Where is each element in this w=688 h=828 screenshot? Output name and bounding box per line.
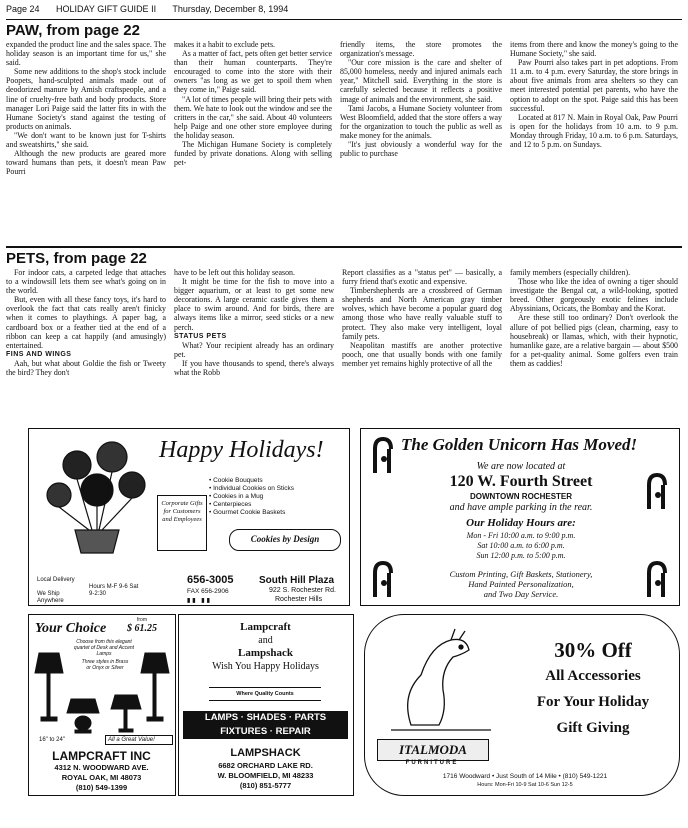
issue-date: Thursday, December 8, 1994 [172, 4, 289, 14]
paragraph: Paw Pourri also takes part in pet adoptions. From 11 a.m. to 4 p.m. every Saturday, the store brings in about five animals from area shelters so they can meet interested potential pet parents, who have the option to adopt on the spot. Paige said this has been successful. [510, 58, 678, 113]
paragraph: Are these still too ordinary? Don't overlook the allure of pot bellied pigs (clean, charming, easy to housebreak) or llamas, which, with their hypnotic, humanlike gaze, are a relative bargain — about $500 for a pet-quality animal. Some golfers even train them as caddies! [510, 313, 678, 368]
paragraph: As a matter of fact, pets often get better service than their human counterparts. They're encouraged to come into the store with their owners "as long as we get to spoil them when they come in," Paige said. [174, 49, 332, 95]
price-from: from [137, 617, 147, 623]
paragraph: For indoor cats, a carpeted ledge that attaches to a windowsill lets them see what's going on in the world. [6, 268, 166, 296]
phone-number: (810) 549-1399 [75, 783, 128, 792]
paragraph: Aah, but what about Goldie the fish or Tweety the bird? They don't [6, 358, 166, 378]
lampshack-ad [178, 614, 354, 796]
lampcraft-address [29, 763, 174, 793]
giraffe-sculpture-illustration [381, 625, 501, 735]
hours-line: Sun 12:00 p.m. to 5:00 p.m. [476, 551, 566, 560]
paw-column-1 [6, 40, 166, 176]
italmoda-offer [515, 637, 671, 741]
greeting-line: Lampshack [237, 647, 294, 659]
tagline-line: and Two Day Service. [483, 589, 559, 599]
banner-line: LAMPS · SHADES · PARTS [204, 712, 327, 723]
paw-column-3 [340, 40, 502, 158]
banner-line: FIXTURES · REPAIR [220, 726, 311, 737]
plaza-name: South Hill Plaza [259, 575, 335, 586]
paragraph: Some new additions to the shop's stock include Poopets, hand-sculpted animals made out of deodorized manure by Amish craftspeople, and a line of cruelty-free bath and body products. Store manager Lori Paige said the latter fits in with the Humane Society's stand against the testing of products on animals. [6, 67, 166, 131]
candy-cane-icon [367, 435, 401, 475]
paragraph: What? Your recipient already has an ordinary pet. [174, 340, 334, 359]
paragraph: Although the new products are geared more toward humans than pets, it doesn't mean Paw Pourri [6, 149, 166, 177]
lamps-illustration [33, 643, 173, 735]
corporate-gifts-box: Corporate Gifts for Customers and Employees [157, 495, 207, 551]
paw-title: PAW, from page 22 [6, 22, 140, 39]
choose-text: Choose from this elegant quartet of Desk and Accent Lamps [73, 639, 135, 657]
lampshack-address [179, 761, 352, 791]
pets-column-2 [174, 268, 334, 377]
we-ship: We Ship Anywhere [37, 591, 64, 604]
tagline-line: Custom Printing, Gift Baskets, Stationery, [449, 569, 593, 579]
lamp-size: 16" to 24" [39, 737, 65, 743]
holiday-hours [401, 531, 641, 561]
paragraph: makes it a habit to exclude pets. [174, 40, 276, 49]
downtown-rochester: DOWNTOWN ROCHESTER [469, 492, 573, 501]
paragraph: Neapolitan mastiffs are another protective pooch, one that usually bonds with one family member yet remains highly protective of all the [342, 340, 502, 368]
address-line: 4312 N. WOODWARD AVE. [54, 763, 149, 772]
unicorn-tagline [401, 569, 641, 599]
unicorn-headline: The Golden Unicorn Has Moved! [401, 435, 638, 454]
candy-cane-icon [367, 559, 401, 599]
hours-line: Sat 10:00 a.m. to 6:00 p.m. [477, 541, 565, 550]
list-item: • Individual Cookies on Sticks [209, 485, 295, 492]
parking-note: and have ample parking in the rear. [449, 502, 593, 513]
pets-column-4 [510, 268, 678, 368]
paragraph: But, even with all these fancy toys, it's hard to overlook the fact that cats really aren't finicky when it comes to playthings. A paper bag, a cardboard box or a feather tied at the end of a ribbon can keep a cat happily (and amusingly) entertained. [6, 295, 166, 350]
section-name: HOLIDAY GIFT GUIDE II [56, 4, 157, 14]
unicorn-street: 120 W. Fourth Street [449, 473, 593, 490]
candy-cane-icon [641, 471, 675, 511]
paragraph: Those who like the idea of owning a tiger should investigate the Bengal cat, a wild-looking, spotted breed. Other gorgeously exotic felines include Abyssinians, Ocicats, the Bombay and the Korat. [510, 277, 678, 314]
golden-unicorn-ad [360, 428, 680, 606]
phone-number: (810) 851-5777 [239, 781, 292, 790]
paragraph: Timbershepherds are a crossbreed of German shepherds and North American gray timber wolves, which have become a popular guard dog among those who have really valuable stuff to protect. They also make very intelligent, loyal family pets. [342, 286, 502, 341]
pets-column-1 [6, 268, 166, 377]
great-value: All a Great Value! [105, 735, 173, 745]
paragraph: Report classifies as a "status pet" — basically, a furry friend that's exotic and expensive. [342, 268, 502, 287]
greeting-line: and [258, 635, 273, 646]
paragraph: The Michigan Humane Society is completely funded by private donations. Along with selling pet- [174, 140, 332, 168]
candy-cane-icon [641, 559, 675, 599]
list-item: • Centerpieces [209, 501, 252, 508]
address-line: ROYAL OAK, MI 48073 [61, 773, 142, 782]
now-located: We are now located at [476, 461, 566, 472]
paragraph: "A lot of times people will bring their pets with them. We hate to look out the window and see the critters in the car," she said. About 40 volunteers help Paige and one other store employee during the holiday season. [174, 94, 332, 140]
paragraph: friendly items, the store promotes the organization's message. [340, 40, 502, 59]
paragraph: have to be left out this holiday season. [174, 268, 295, 277]
paragraph: family members (especially children). [510, 268, 631, 277]
cookies-address-2: Rochester Hills [275, 596, 323, 603]
italmoda-logo-sub: FURNITURE [405, 760, 459, 766]
cookie-bouquet-illustration [37, 435, 155, 555]
pets-title: PETS, from page 22 [6, 250, 147, 267]
offer-line: All Accessories [545, 668, 641, 684]
cookies-phone: 656-3005 [187, 574, 234, 586]
italmoda-logo: ITALMODA [377, 739, 489, 761]
italmoda-address: 1716 Woodward • Just South of 14 Mile • (810) 549-1221 [442, 773, 608, 780]
paw-column-2 [174, 40, 332, 167]
paragraph: items from there and know the money's going to the Humane Society," she said. [510, 40, 678, 59]
styles-text: Three styles in Brass or Onyx or Silver [81, 659, 129, 671]
lampshack-greeting [179, 621, 352, 673]
subheading: STATUS PETS [174, 332, 227, 340]
paragraph: "It's just obviously a wonderful way for the public to purchase [340, 140, 502, 159]
lampcraft-ad [28, 614, 176, 796]
italmoda-hours: Hours: Mon-Fri 10-9 Sat 10-6 Sun 12-5 [477, 782, 573, 788]
cookies-address-1: 922 S. Rochester Rd. [269, 587, 336, 594]
your-choice: Your Choice [35, 621, 107, 636]
offer-line: 30% Off [554, 638, 632, 662]
page-header [6, 4, 682, 20]
paw-column-4 [510, 40, 678, 149]
lampcraft-name: LAMPCRAFT INC [52, 749, 151, 763]
address-line: W. BLOOMFIELD, MI 48233 [217, 771, 314, 780]
offer-line: Gift Giving [556, 720, 630, 736]
paragraph: "Our core mission is the care and shelter of 85,000 homeless, needy and injured animals each year," Mitchell said. Everything in the store is carefully selected because it reflects a positive image of animals and the environment, she said. [340, 58, 502, 104]
address-line: 6682 ORCHARD LAKE RD. [218, 761, 313, 770]
local-delivery: Local Delivery [37, 577, 75, 583]
page-number: Page 24 [6, 4, 40, 14]
cookies-logo: Cookies by Design [229, 529, 341, 551]
greeting-line: Wish You Happy Holidays [212, 661, 319, 672]
quality-ribbon: Where Quality Counts [209, 687, 321, 701]
pets-column-3 [342, 268, 502, 368]
italmoda-ad [364, 614, 680, 796]
tagline-line: Hand Painted Personalization, [468, 579, 574, 589]
subheading: FINS AND WINGS [6, 350, 72, 358]
cookies-headline: Happy Holidays! [159, 437, 324, 463]
offer-line: For Your Holiday [536, 694, 650, 710]
lampshack-name: LAMPSHACK [230, 747, 301, 759]
hours-line: Mon - Fri 10:00 a.m. to 9:00 p.m. [466, 531, 576, 540]
paragraph: Located at 817 N. Main in Royal Oak, Paw Pourri is open for the holidays from 10 a.m. to 9 p.m. Monday through Friday, 10 a.m. to 6 p.m. Saturdays, and 12 to 5 p.m. on Sundays. [510, 112, 678, 150]
cookies-fax: FAX 656-2906 [187, 588, 229, 595]
greeting-line: Lampcraft [240, 621, 291, 633]
paragraph: Tami Jacobs, a Humane Society volunteer from West Bloomfield, added that the store offers a way for the organization to touch the public as well as make money for the animals. [340, 103, 502, 140]
store-hours: Hours M-F 9-6 Sat 9-2:30 [89, 584, 139, 597]
holiday-hours-title: Our Holiday Hours are: [466, 517, 576, 529]
cookies-product-list [209, 477, 294, 517]
list-item: • Cookie Bouquets [209, 477, 263, 484]
services-banner [183, 711, 348, 739]
cookies-ad: Happy Holidays! • Cookie Bouquets • Individual Cookies on Sticks • Cookies in a Mug • Centerpieces • Gourmet Cookie Baskets Corporate Gifts for Customers and Employees Cookies by Design Local Delivery We Ship Anywhere Hours M-F 9-6 Sat 9-2:30 656-3005 FAX 656-2906 ▮▮ ▮▮ South Hill Plaza 922 S. Rochester Rd. Rochester Hills [28, 428, 350, 606]
paragraph: If you have thousands to spend, there's always what the Robb [174, 358, 334, 378]
list-item: • Gourmet Cookie Baskets [209, 509, 286, 516]
paragraph: "We don't want to be known just for T-shirts and sweatshirts," she said. [6, 130, 166, 150]
paragraph: expanded the product line and the sales space. The holiday season is an important time for us," she said. [6, 40, 166, 68]
paragraph: It might be time for the fish to move into a bigger aquarium, or at least to get some new decorations. A large ceramic castle gives them a place to swim around. And for birds, there are always items like a mirror, seed sticks or a new perch. [174, 277, 334, 332]
list-item: • Cookies in a Mug [209, 493, 264, 500]
lamp-price: $ 61.25 [127, 623, 157, 634]
section-divider [6, 246, 682, 248]
